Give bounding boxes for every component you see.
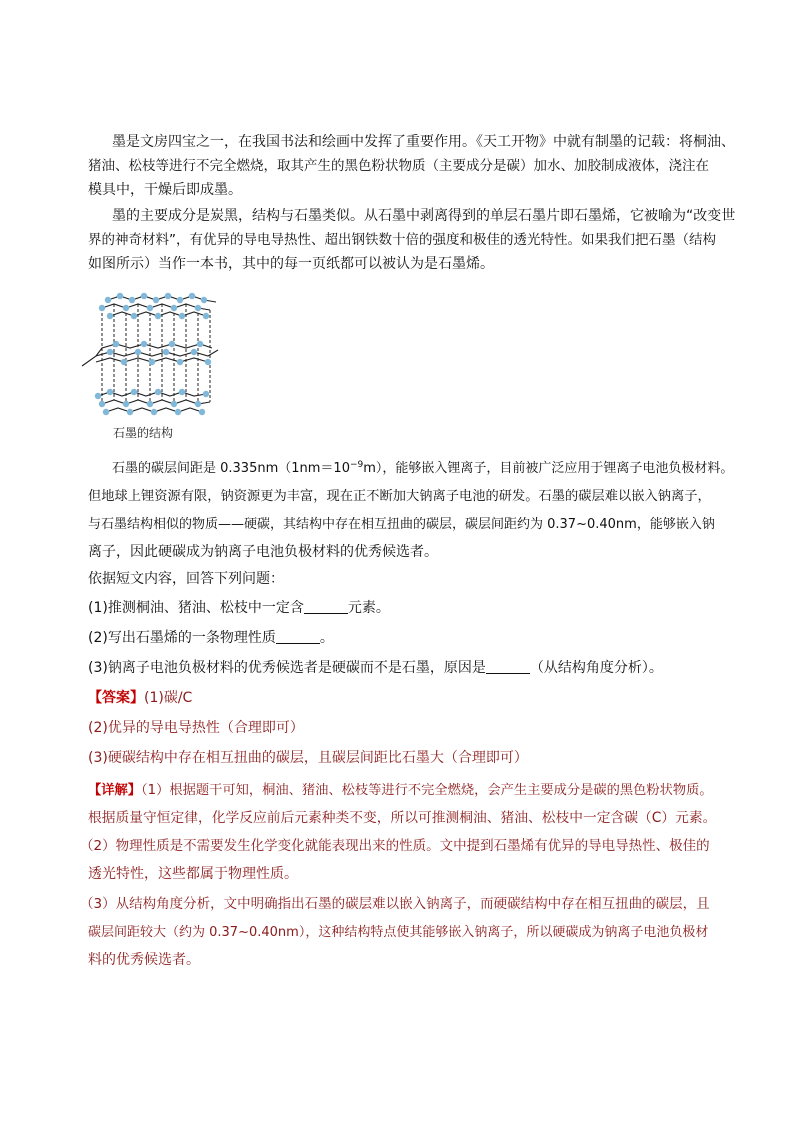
question-text: 。	[319, 630, 334, 646]
question-3	[88, 656, 718, 681]
explanation-label: 【详解】	[88, 783, 142, 798]
answer-text: (1)碳/C	[144, 690, 193, 706]
question-text: (2)写出石墨烯的一条物理性质	[88, 630, 276, 646]
passage-line: 墨的主要成分是炭黑，结构与石墨类似。从石墨中剥离得到的单层石墨片即石墨烯，它被喻为“改变世	[112, 208, 736, 224]
explanation-line	[88, 778, 718, 803]
graphite-structure-figure	[80, 292, 220, 416]
question-text: (3)钠离子电池负极材料的优秀候选者是硬碳而不是石墨，原因是	[88, 660, 486, 676]
exponent: −9	[349, 460, 364, 470]
passage-line: 墨是文房四宝之一，在我国书法和绘画中发挥了重要作用。《天工开物》中就有制墨的记载：将桐油、	[112, 134, 735, 150]
explanation-line: 料的优秀候选者。	[88, 952, 200, 968]
passage-line: 但地球上锂资源有限，钠资源更为丰富，现在正不断加大钠离子电池的研发。石墨的碳层难以嵌入钠离子，	[88, 489, 711, 504]
explanation-line: 碳层间距较大（约为 0.37~0.40nm），这种结构特点使其能够嵌入钠离子，所以硬碳成为钠离子电池负极材	[88, 925, 709, 940]
explanation-text: （1）根据题干可知，桐油、猪油、松枝等进行不完全燃烧，会产生主要成分是碳的黑色粉状物质。	[141, 783, 713, 798]
question-text: （从结构角度分析）。	[529, 660, 663, 676]
prompt-line: 依据短文内容，回答下列问题：	[88, 571, 284, 587]
passage-line: 界的神奇材料”，有优异的导电导热性、超出钢铁数十倍的强度和极佳的透光特性。如果我们把石墨（结构	[88, 232, 716, 248]
explanation-line: 透光特性，这些都属于物理性质。	[88, 866, 298, 882]
passage-line: 猪油、松枝等进行不完全燃烧，取其产生的黑色粉状物质（主要成分是碳）加水、加胶制成液体，浇注在	[88, 158, 709, 174]
question-text: 元素。	[347, 600, 390, 616]
answer-label: 【答案】	[88, 690, 144, 706]
passage-line: 与石墨结构相似的物质——硬碳，其结构中存在相互扭曲的碳层，碳层间距约为 0.37~0.40nm，能够嵌入钠	[88, 517, 715, 532]
passage-line	[112, 456, 742, 481]
answer-blank	[304, 599, 348, 614]
explanation-line: 根据质量守恒定律，化学反应前后元素种类不变，所以可推测桐油、猪油、松枝中一定含碳（C）元素。	[88, 810, 717, 826]
answer-line-2: (2)优异的导电导热性（合理即可）	[88, 720, 304, 736]
passage-text: 石墨的碳层间距是 0.335nm（1nm＝10	[112, 461, 350, 476]
answer-blank	[276, 629, 320, 644]
question-2	[88, 626, 718, 651]
passage-text: m），能够嵌入锂离子，目前被广泛应用于锂离子电池负极材料。	[363, 461, 734, 476]
passage-line: 如图所示）当作一本书，其中的每一页纸都可以被认为是石墨烯。	[88, 256, 494, 272]
answer-line-1	[88, 686, 718, 711]
question-text: (1)推测桐油、猪油、松枝中一定含	[88, 600, 304, 616]
question-1	[88, 596, 718, 621]
explanation-line: （2）物理性质是不需要发生化学变化就能表现出来的性质。文中提到石墨烯有优异的导电导热性、极佳的	[80, 838, 710, 854]
answer-blank	[486, 659, 530, 674]
explanation-line: （3）从结构角度分析，文中明确指出石墨的碳层难以嵌入钠离子，而硬碳结构中存在相互扭曲的碳层，且	[80, 896, 710, 912]
answer-line-3: (3)硬碳结构中存在相互扭曲的碳层，且碳层间距比石墨大（合理即可）	[88, 750, 528, 766]
passage-line: 离子，因此硬碳成为钠离子电池负极材料的优秀候选者。	[88, 544, 438, 560]
figure-caption: 石墨的结构	[113, 426, 174, 440]
passage-line: 模具中，干燥后即成墨。	[88, 182, 242, 198]
